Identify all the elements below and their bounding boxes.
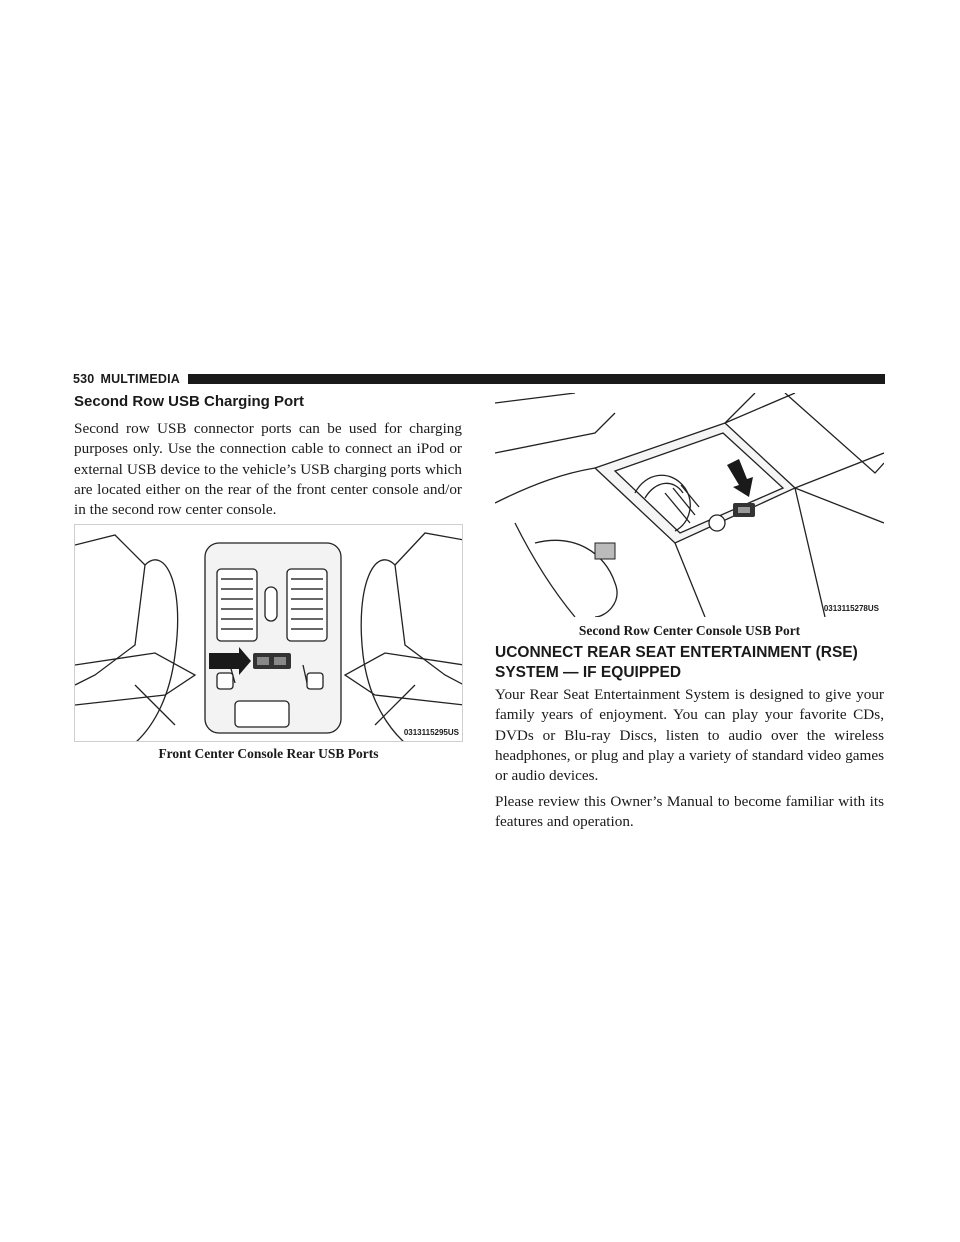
second-row-console-figure <box>495 393 884 617</box>
figure-caption: Front Center Console Rear USB Ports <box>158 746 379 761</box>
rse-review-paragraph: Please review this Owner’s Manual to become familiar with its features and operation. <box>495 793 884 831</box>
section-heading-usb: Second Row USB Charging Port <box>74 393 305 410</box>
second-row-console-usb-illustration <box>495 393 884 617</box>
figure-code: 0313115295US <box>403 728 459 737</box>
rse-paragraph: Your Rear Seat Entertainment System is designed to give your family years of enjoyment. You can play your favorite CDs, DVDs or Blu-ray Discs, listen to audio over the wireless headphones, or plug and play a variety of standard video games or audio devices. <box>495 686 884 785</box>
section-heading-rse: UCONNECT REAR SEAT ENTERTAINMENT (RSE) SYSTEM — IF EQUIPPED <box>495 644 858 681</box>
front-console-usb-illustration <box>75 525 463 742</box>
section-title: MULTIMEDIA <box>100 372 181 386</box>
front-console-figure <box>74 524 463 742</box>
usb-paragraph: Second row USB connector ports can be used for charging purposes only. Use the connection cable to connect an iPod or external USB device to the vehicle’s USB charging ports which are located either on the rear of the front center console and/or in the second row center console. <box>74 420 462 519</box>
page-number: 530 <box>73 372 95 386</box>
header-rule <box>188 374 885 384</box>
page-number-and-section <box>73 372 180 386</box>
figure-code: 0313115278US <box>823 604 879 613</box>
page-header <box>73 372 885 386</box>
figure-caption: Second Row Center Console USB Port <box>578 623 801 638</box>
